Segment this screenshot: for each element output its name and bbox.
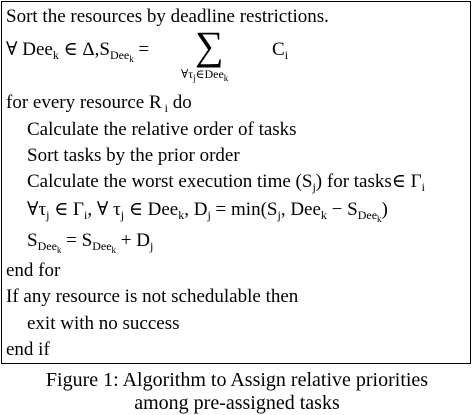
forall-symbol: ∀ [6,39,18,60]
d-text: , D [184,199,208,220]
dee-text: , Dee [280,199,321,220]
algo-text: Sort tasks by the prior order [27,145,240,166]
subscript-dee [110,48,134,62]
subscript-k-small: k [56,245,62,255]
range-k: k [223,73,229,83]
algo-line-update-s [27,230,154,255]
in-dee: ∈ Dee [124,199,179,220]
range-in-dee: ∈Dee [195,67,224,81]
range-forall-tau: ∀τ [181,67,194,81]
summation-range [181,67,228,81]
algo-line-end-if [6,340,50,360]
subscript-dee-text: Dee [109,48,130,62]
sigma-symbol: ∑ [195,23,224,68]
subscript-i: i [284,48,289,62]
subscript-j: j [149,239,154,253]
algo-line-for-every-resource [6,93,192,113]
algo-text: end for [6,260,61,281]
algo-line-if-not-schedulable [6,287,298,307]
in-delta-text: ∈ Δ, [58,39,100,60]
c-text: C [272,39,285,60]
calc-rest-text: ) for tasks∈ Γ [315,171,422,192]
summand [272,40,288,60]
algo-line-end-for [6,261,60,281]
algo-line-calc-relative-order [27,120,297,140]
subscript-k: k [178,208,185,222]
equals-s: = S [61,230,93,251]
range-j: j [193,73,196,83]
algo-line-sort-resources [6,7,329,27]
s-text: S [27,230,38,251]
subscript-dee [358,208,382,222]
algo-text: Calculate the relative order of tasks [27,119,297,140]
subscript-j: j [277,208,281,222]
subscript-dee [92,239,116,253]
subscript-dee-text: Dee [37,239,57,253]
algo-line-calc-worst-time [27,172,425,192]
algo-line-sort-tasks [27,146,240,166]
subscript-k-small: k [111,245,117,255]
equals-sign: = [133,39,150,60]
subscript-k-small: k [129,54,134,64]
subscript-k-small: k [377,214,382,224]
subscript-j: j [46,208,50,222]
subscript-k: k [320,208,327,222]
close-paren: ) [381,199,388,220]
dee-text: Dee [22,39,53,60]
minus-s: − S [326,199,358,220]
for-text: for every resource R [6,92,162,113]
subscript-dee-text: Dee [92,239,112,253]
algo-line-exit [27,314,180,334]
algo-text: end if [6,339,50,360]
subscript-j: j [207,208,211,222]
subscript-dee-text: Dee [357,208,378,222]
subscript-k: k [52,48,59,62]
s-text: S [99,39,110,60]
do-text: do [167,92,192,113]
algo-text: If any resource is not schedulable then [6,286,299,307]
forall-tau: ∀τ [27,199,47,220]
figure-caption-line2: among pre-assigned tasks [134,392,340,414]
algo-text: Sort the resources by deadline restrictions. [6,6,329,27]
subscript-i: i [164,101,168,115]
summation [181,23,273,86]
subscript-i: i [421,180,425,194]
min-text: = min(S [210,199,278,220]
algo-line-sum-formula [6,39,150,64]
plus-d: + D [116,230,150,251]
in-gamma: ∈ Γ [49,199,85,220]
calc-text: Calculate the worst execution time (S [27,171,313,192]
forall-tau-2: , ∀ τ [87,199,121,220]
figure-caption-line1: Figure 1: Algorithm to Assign relative priorities [45,369,429,391]
subscript-dee [38,239,62,253]
subscript-j: j [312,180,316,194]
algo-line-assign-d [27,199,388,224]
algo-text: exit with no success [27,313,180,334]
subscript-i: i [84,208,88,222]
subscript-j: j [120,208,125,222]
